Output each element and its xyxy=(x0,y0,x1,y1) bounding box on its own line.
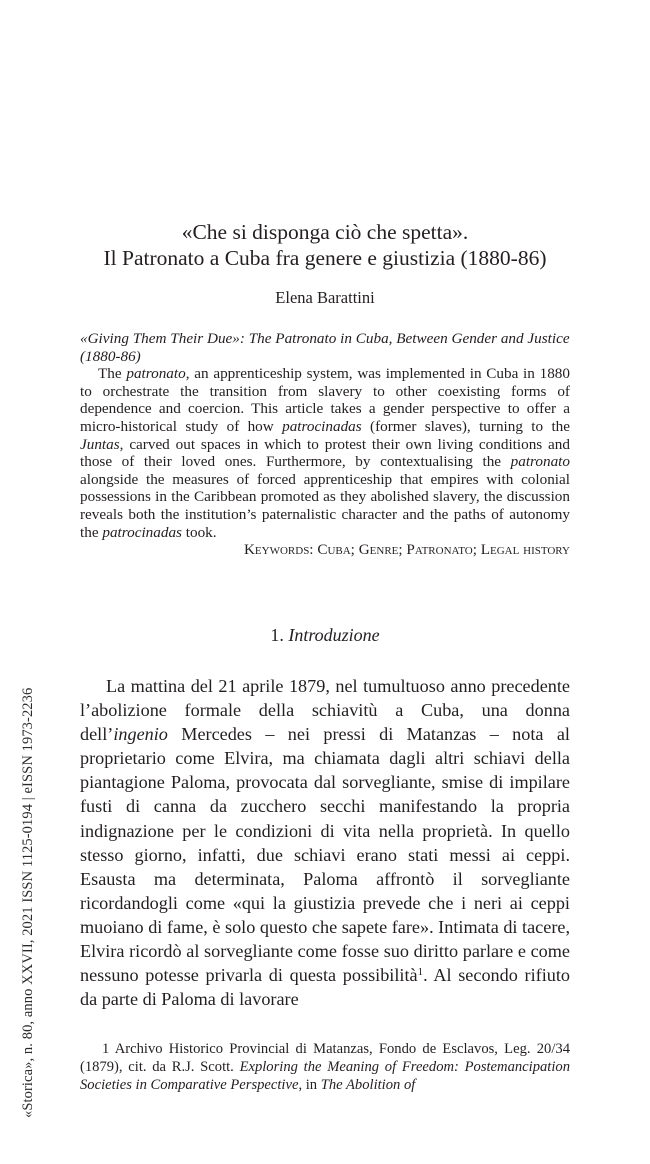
body-text: La mattina del 21 aprile 1879, nel tumultuoso anno precedente l’abolizione formale della schiavitù a Cuba, una donna dell’ xyxy=(80,676,570,745)
keywords-values: Cuba; Genre; Patronato; Legal history xyxy=(317,541,570,559)
abstract-body xyxy=(80,365,570,541)
keywords xyxy=(80,541,570,559)
article-title xyxy=(0,219,650,271)
footnote-text: , in xyxy=(298,1077,321,1093)
abstract-italic: patronato xyxy=(126,365,186,383)
footnote-text: Archivo Historico Provincial di Matanzas, Fondo de Esclavos, Leg. 20/34 (1879), cit. da R.J. Scott. xyxy=(80,1041,570,1075)
author-name: Elena Barattini xyxy=(275,288,375,307)
body-italic: ingenio xyxy=(113,724,168,745)
section-number: 1. xyxy=(270,625,289,645)
abstract-italic: Juntas xyxy=(80,435,120,453)
section-title: Introduzione xyxy=(288,625,380,645)
title-line-1: «Che si disponga ciò che spetta». xyxy=(181,220,469,244)
footnote-italic: Exploring the Meaning of Freedom: Postemancipation Societies in Comparative Perspective xyxy=(80,1059,570,1093)
abstract-title: «Giving Them Their Due»: The Patronato in Cuba, Between Gender and Justice (1880-86) xyxy=(80,330,570,365)
abstract-text: The xyxy=(98,365,127,383)
footnote-number: 1 xyxy=(102,1041,110,1057)
abstract-text: , carved out spaces in which to protest their own living conditions and those of their loved ones. Furthermore, by contextualising the xyxy=(80,435,570,471)
footnote-reference[interactable]: 1 xyxy=(417,966,424,979)
title-line-2: Il Patronato a Cuba fra genere e giustizia (1880-86) xyxy=(103,246,547,270)
abstract xyxy=(80,330,570,559)
abstract-text: , an apprenticeship system, was implemented in Cuba in 1880 to orchestrate the transition from slavery to other coexisting forms of dependence and coercion. This article takes a gender perspective to offer a micro-historical study of how xyxy=(80,365,570,435)
abstract-italic: patronato xyxy=(510,453,570,471)
keywords-label: Keywords: xyxy=(243,541,314,559)
section-heading xyxy=(0,625,650,646)
abstract-text: alongside the measures of forced apprenticeship that empires with colonial possessions in the Caribbean promoted as they abolished slavery, the discussion reveals both the institution’s paternalistic character and the paths of autonomy the xyxy=(80,470,570,541)
abstract-italic: patrocinadas xyxy=(282,417,362,435)
abstract-italic: patrocinadas xyxy=(102,523,182,541)
body-text: . Al secondo rifiuto da parte di Paloma di lavorare xyxy=(80,965,570,1010)
abstract-text: took. xyxy=(181,523,217,541)
body-paragraph xyxy=(80,674,570,1011)
footnote xyxy=(80,1040,570,1094)
journal-citation-sidebar: «Storica», n. 80, anno XXVII, 2021 ISSN 1125-0194 | eISSN 1973-2236 xyxy=(20,687,36,1118)
body-text: Mercedes – nei pressi di Matanzas – nota al proprietario come Elvira, ma chiamata dagli altri schiavi della piantagione Paloma, provocata dal sorvegliante, smise di impilare fusti di canna da zucchero secchi manifestando la propria indignazione per le condizioni di vita nella proprietà. In quello stesso giorno, infatti, due schiavi erano stati messi ai ceppi. Esausta ma determinata, Paloma affrontò il sorvegliante ricordandogli come «qui la giustizia prevede che i neri ai ceppi muoiano di fame, è solo questo che sapete fare». Intimata di tacere, Elvira ricordò al sorvegliante come fosse suo diritto parlare e come nessuno potesse privarla di questa possibilità xyxy=(80,724,570,986)
abstract-text: (former slaves), turning to the xyxy=(361,417,570,435)
footnote-italic: The Abolition of xyxy=(320,1077,416,1093)
